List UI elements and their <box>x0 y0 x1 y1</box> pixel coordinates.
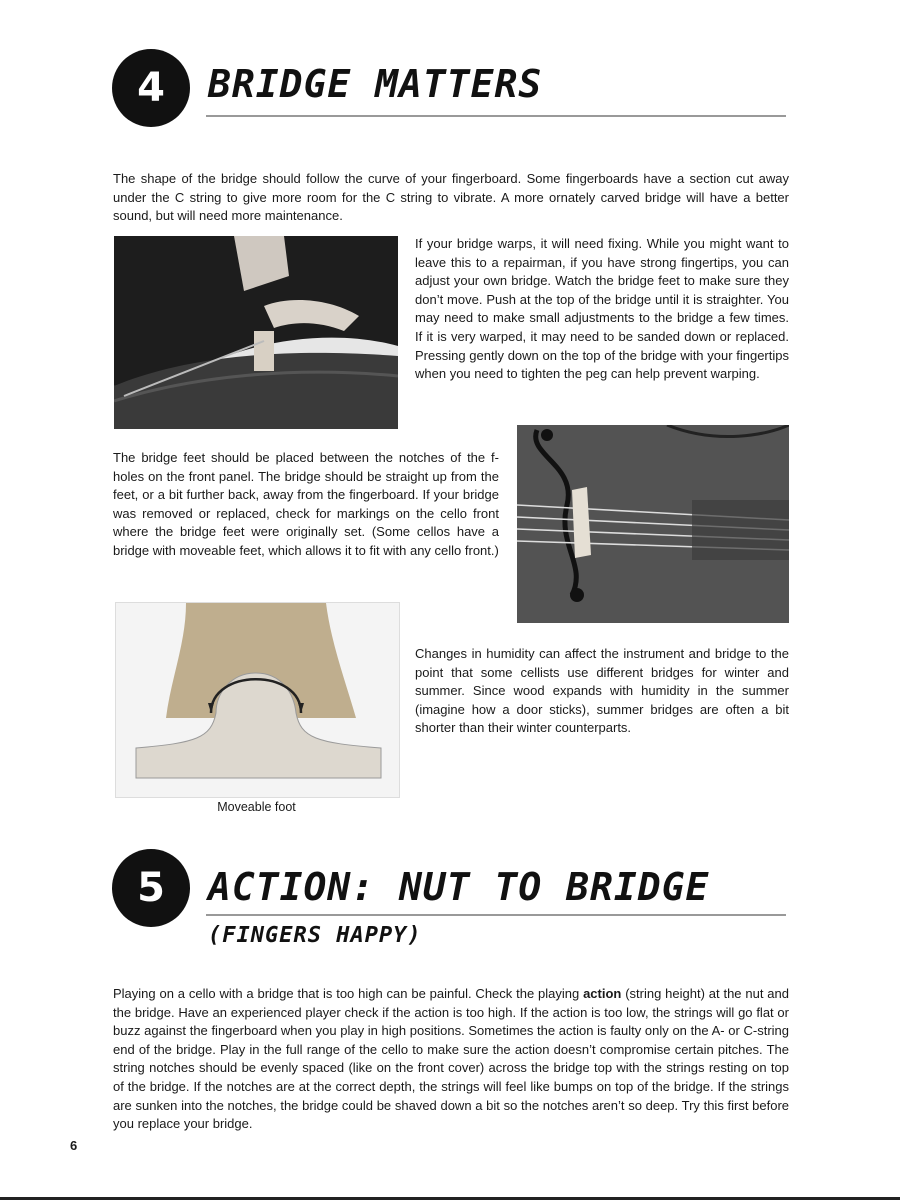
section-number-badge <box>112 849 190 927</box>
action-term: action <box>583 986 622 1001</box>
warp-paragraph: If your bridge warps, it will need fixing. While you might want to leave this to a repairman, if you have strong fingertips, you can adjust your own bridge. Watch the bridge feet to make sure they don’t move. Push at the top of the bridge until it is straighter. You may need to make small adjustments to the bridge a few times. If it is very warped, it may need to be sanded down or replaced. Pressing gently down on the top of the bridge with your fingertips when you need to tighten the peg can help prevent warping. <box>415 236 789 382</box>
action-text-start: Playing on a cello with a bridge that is too high can be painful. Check the playing <box>113 986 584 1001</box>
action-text-end: (string height) at the nut and the bridge. Have an experienced player check if the action is too high. If the action is too low, the strings will go flat or buzz against the fingerboard when you play in high positions. Sometimes the action is faulty only on the A- or C-string end of the bridge. Play in the full range of the cello to make sure the action doesn’t compromise certain pitches. The string notches should be evenly spaced (like on the front cover) across the bridge top with the strings resting on top of the bridge. If the notches are at the correct depth, the strings will feel like bumps on top of the bridge. If the strings are sunken into the notches, the bridge could be shaved down a bit so the notches aren’t so deep. Try this first before you replace your bridge. <box>113 986 789 1132</box>
intro-paragraph: The shape of the bridge should follow the curve of your fingerboard. Some fingerboards have a section cut away under the C string to give more room for the C string to vibrate. A more ornately carved bridge will have a better sound, but will need more maintenance. <box>113 171 789 224</box>
section-number: 4 <box>137 65 165 111</box>
photo-hands-on-bridge <box>114 236 398 429</box>
action-paragraph <box>113 985 789 1134</box>
photo-moveable-foot <box>115 602 400 798</box>
feet-paragraph: The bridge feet should be placed between the notches of the f-holes on the front panel. The bridge should be straight up from the feet, or a bit further back, away from the fingerboard. If your bridge was removed or replaced, check for markings on the cello front where the bridge feet were originally set. (Some cellos have a bridge with moveable feet, which allows it to fit with any cello front.) <box>113 450 499 558</box>
section-subtitle: (FINGERS HAPPY) <box>208 923 422 948</box>
section-title: BRIDGE MATTERS <box>208 62 543 106</box>
section-number-badge <box>112 49 190 127</box>
photo-bridge-f-holes <box>517 425 789 623</box>
photo-caption: Moveable foot <box>217 800 296 814</box>
section-title: ACTION: NUT TO BRIDGE <box>208 865 710 909</box>
section-number: 5 <box>137 865 165 911</box>
title-rule <box>206 914 786 916</box>
title-rule <box>206 115 786 117</box>
humidity-paragraph: Changes in humidity can affect the instrument and bridge to the point that some cellists use different bridges for winter and summer. Since wood expands with humidity in the summer (imagine how a door sticks), summer bridges are often a bit shorter than their winter counterparts. <box>415 646 789 736</box>
page-number: 6 <box>70 1138 78 1153</box>
